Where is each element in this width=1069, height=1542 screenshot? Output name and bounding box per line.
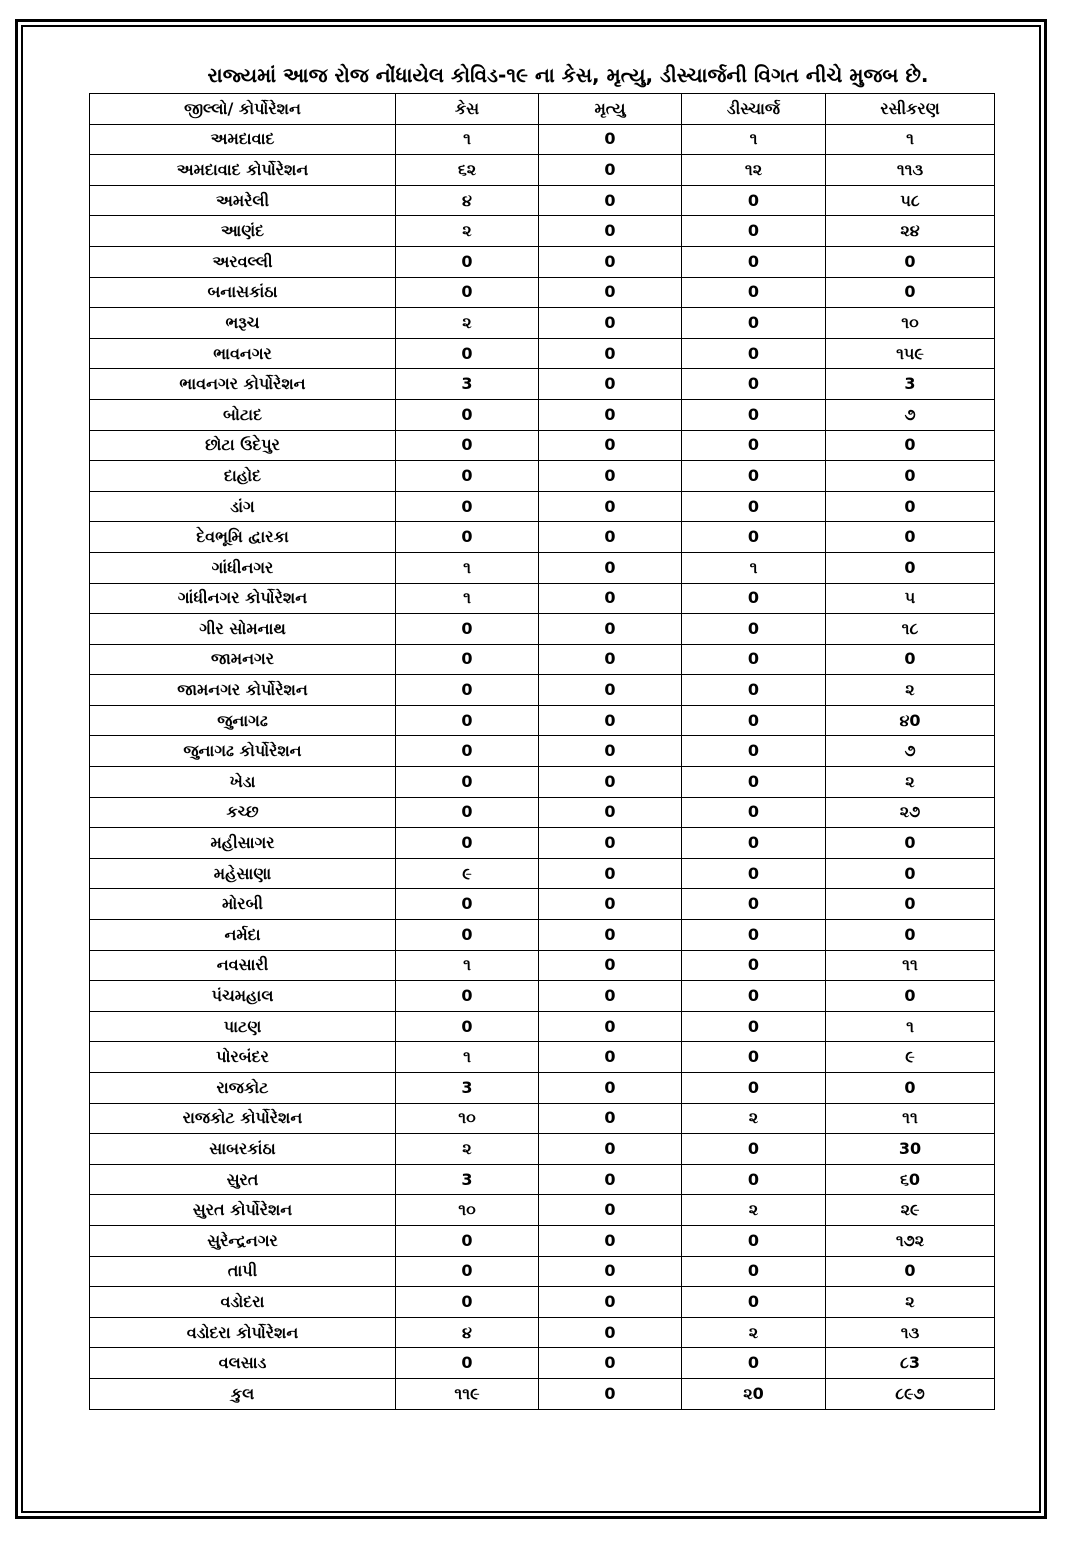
discharge-value: 0 xyxy=(682,1011,826,1042)
table-row xyxy=(90,338,995,369)
deaths-value: 0 xyxy=(539,124,682,155)
table-row xyxy=(90,308,995,339)
cases-value: ૪ xyxy=(396,185,539,216)
vaccination-value: 0 xyxy=(826,461,995,492)
vaccination-value: 0 xyxy=(826,1256,995,1287)
district-name: ગાંધીનગર કોર્પોરેશન xyxy=(90,583,396,614)
district-name: પાટણ xyxy=(90,1011,396,1042)
vaccination-value: ૧૭૨ xyxy=(826,1225,995,1256)
table-row xyxy=(90,736,995,767)
vaccination-value: ૧૫૯ xyxy=(826,338,995,369)
vaccination-value: 3 xyxy=(826,369,995,400)
vaccination-value: 0 xyxy=(826,858,995,889)
table-row xyxy=(90,614,995,645)
cases-value: 0 xyxy=(396,399,539,430)
district-name: બોટાદ xyxy=(90,399,396,430)
cases-value: 0 xyxy=(396,675,539,706)
vaccination-value: ૨ xyxy=(826,767,995,798)
deaths-value: 0 xyxy=(539,583,682,614)
district-name: અમદાવાદ xyxy=(90,124,396,155)
vaccination-value: ૪0 xyxy=(826,705,995,736)
cases-value: 0 xyxy=(396,1287,539,1318)
discharge-value: 0 xyxy=(682,614,826,645)
vaccination-value: ૨૭ xyxy=(826,797,995,828)
discharge-value: 0 xyxy=(682,858,826,889)
table-row xyxy=(90,369,995,400)
report-heading: રાજ્યમાં આજ રોજ નોંધાયેલ કોવિડ-૧૯ ના કેસ, મૃત્યુ, ડીસ્ચાર્જની વિગત નીચે મુજબ છે. xyxy=(207,63,929,87)
cases-value: 0 xyxy=(396,920,539,951)
vaccination-value: 0 xyxy=(826,277,995,308)
cases-value: 0 xyxy=(396,246,539,277)
district-name: કચ્છ xyxy=(90,797,396,828)
discharge-value: 0 xyxy=(682,246,826,277)
table-row xyxy=(90,246,995,277)
district-name: મોરબી xyxy=(90,889,396,920)
district-name: જુનાગઢ xyxy=(90,705,396,736)
discharge-value: 0 xyxy=(682,583,826,614)
cases-value: ૯ xyxy=(396,858,539,889)
district-name: દેવભૂમિ દ્વારકા xyxy=(90,522,396,553)
cases-value: 0 xyxy=(396,644,539,675)
cases-value: 0 xyxy=(396,736,539,767)
cases-value: ૨ xyxy=(396,216,539,247)
district-name: જામનગર xyxy=(90,644,396,675)
table-row xyxy=(90,644,995,675)
discharge-value: 0 xyxy=(682,644,826,675)
cases-value: 3 xyxy=(396,1073,539,1104)
deaths-value: 0 xyxy=(539,1195,682,1226)
district-name: રાજકોટ xyxy=(90,1073,396,1104)
deaths-value: 0 xyxy=(539,797,682,828)
vaccination-value: ૧૮ xyxy=(826,614,995,645)
district-name: વડોદરા xyxy=(90,1287,396,1318)
cases-value: ૧૦ xyxy=(396,1103,539,1134)
district-name: છોટા ઉદેપુર xyxy=(90,430,396,461)
district-name: બનાસકાંઠા xyxy=(90,277,396,308)
header-district: જીલ્લો/ કોર્પોરેશન xyxy=(90,94,396,125)
vaccination-value: ૧૩ xyxy=(826,1317,995,1348)
cases-value: 0 xyxy=(396,767,539,798)
deaths-value: 0 xyxy=(539,308,682,339)
table-row xyxy=(90,522,995,553)
deaths-value: 0 xyxy=(539,216,682,247)
deaths-value: 0 xyxy=(539,338,682,369)
district-name: ગીર સોમનાથ xyxy=(90,614,396,645)
discharge-value: 0 xyxy=(682,1225,826,1256)
district-name: ગાંધીનગર xyxy=(90,552,396,583)
discharge-value: 0 xyxy=(682,950,826,981)
discharge-value: 0 xyxy=(682,338,826,369)
discharge-value: 0 xyxy=(682,920,826,951)
discharge-value: ૧૨ xyxy=(682,155,826,186)
discharge-value: 0 xyxy=(682,1164,826,1195)
table-row xyxy=(90,277,995,308)
discharge-value: 0 xyxy=(682,491,826,522)
table-row xyxy=(90,1134,995,1165)
discharge-value: 0 xyxy=(682,277,826,308)
discharge-value: 0 xyxy=(682,216,826,247)
discharge-value: 0 xyxy=(682,675,826,706)
cases-value: 3 xyxy=(396,369,539,400)
deaths-value: 0 xyxy=(539,705,682,736)
covid-district-table xyxy=(89,93,995,1410)
cases-value: 0 xyxy=(396,277,539,308)
district-name: વલસાડ xyxy=(90,1348,396,1379)
district-name: ભાવનગર કોર્પોરેશન xyxy=(90,369,396,400)
table-row xyxy=(90,1287,995,1318)
vaccination-value: 0 xyxy=(826,644,995,675)
discharge-value: 0 xyxy=(682,399,826,430)
deaths-value: 0 xyxy=(539,1103,682,1134)
cases-value: 0 xyxy=(396,828,539,859)
discharge-value: 0 xyxy=(682,981,826,1012)
deaths-value: 0 xyxy=(539,1011,682,1042)
vaccination-value: 0 xyxy=(826,828,995,859)
district-name: વડોદરા કોર્પોરેશન xyxy=(90,1317,396,1348)
deaths-value: 0 xyxy=(539,1256,682,1287)
district-name: ભરૂચ xyxy=(90,308,396,339)
cases-value: ૧૦ xyxy=(396,1195,539,1226)
vaccination-value: 0 xyxy=(826,246,995,277)
table-row xyxy=(90,920,995,951)
table-row xyxy=(90,185,995,216)
table-row xyxy=(90,1073,995,1104)
deaths-value: 0 xyxy=(539,369,682,400)
district-name: ખેડા xyxy=(90,767,396,798)
district-name: નવસારી xyxy=(90,950,396,981)
deaths-value: 0 xyxy=(539,889,682,920)
district-name: મહેસાણા xyxy=(90,858,396,889)
discharge-value: 0 xyxy=(682,1287,826,1318)
discharge-value: 0 xyxy=(682,705,826,736)
deaths-value: 0 xyxy=(539,461,682,492)
cases-value: 0 xyxy=(396,797,539,828)
cases-value: 0 xyxy=(396,430,539,461)
deaths-value: 0 xyxy=(539,858,682,889)
vaccination-value: ૨૪ xyxy=(826,216,995,247)
discharge-value: 0 xyxy=(682,828,826,859)
district-name: અમરેલી xyxy=(90,185,396,216)
table-row xyxy=(90,583,995,614)
table-row xyxy=(90,1256,995,1287)
deaths-value: 0 xyxy=(539,399,682,430)
deaths-value: 0 xyxy=(539,1164,682,1195)
table-row xyxy=(90,461,995,492)
district-name: અમદાવાદ કોર્પોરેશન xyxy=(90,155,396,186)
discharge-value: ૨0 xyxy=(682,1378,826,1409)
cases-value: ૨ xyxy=(396,1134,539,1165)
table-row xyxy=(90,1103,995,1134)
deaths-value: 0 xyxy=(539,1348,682,1379)
district-name: સુરત કોર્પોરેશન xyxy=(90,1195,396,1226)
vaccination-value: ૨૯ xyxy=(826,1195,995,1226)
deaths-value: 0 xyxy=(539,1073,682,1104)
deaths-value: 0 xyxy=(539,828,682,859)
cases-value: ૧ xyxy=(396,124,539,155)
vaccination-value: ૧ xyxy=(826,124,995,155)
cases-value: 0 xyxy=(396,705,539,736)
district-name: જુનાગઢ કોર્પોરેશન xyxy=(90,736,396,767)
district-name: મહીસાગર xyxy=(90,828,396,859)
cases-value: ૧ xyxy=(396,552,539,583)
cases-value: ૪ xyxy=(396,1317,539,1348)
cases-value: 0 xyxy=(396,1225,539,1256)
discharge-value: ૧ xyxy=(682,124,826,155)
district-name: અરવલ્લી xyxy=(90,246,396,277)
discharge-value: 0 xyxy=(682,369,826,400)
vaccination-value: ૨ xyxy=(826,675,995,706)
district-name: પંચમહાલ xyxy=(90,981,396,1012)
table-row xyxy=(90,399,995,430)
table-body xyxy=(90,124,995,1409)
total-row xyxy=(90,1378,995,1409)
vaccination-value: 30 xyxy=(826,1134,995,1165)
deaths-value: 0 xyxy=(539,1287,682,1318)
district-name: નર્મદા xyxy=(90,920,396,951)
vaccination-value: ૯ xyxy=(826,1042,995,1073)
vaccination-value: 0 xyxy=(826,981,995,1012)
deaths-value: 0 xyxy=(539,644,682,675)
deaths-value: 0 xyxy=(539,491,682,522)
deaths-value: 0 xyxy=(539,1225,682,1256)
deaths-value: 0 xyxy=(539,920,682,951)
deaths-value: 0 xyxy=(539,155,682,186)
cases-value: 0 xyxy=(396,338,539,369)
deaths-value: 0 xyxy=(539,950,682,981)
discharge-value: 0 xyxy=(682,736,826,767)
table-row xyxy=(90,124,995,155)
district-name: જામનગર કોર્પોરેશન xyxy=(90,675,396,706)
vaccination-value: 0 xyxy=(826,920,995,951)
deaths-value: 0 xyxy=(539,185,682,216)
district-name: સુરત xyxy=(90,1164,396,1195)
table-row xyxy=(90,767,995,798)
discharge-value: 0 xyxy=(682,430,826,461)
cases-value: ૬૨ xyxy=(396,155,539,186)
table-row xyxy=(90,1195,995,1226)
cases-value: 0 xyxy=(396,889,539,920)
table-row xyxy=(90,828,995,859)
deaths-value: 0 xyxy=(539,1134,682,1165)
deaths-value: 0 xyxy=(539,522,682,553)
cases-value: 0 xyxy=(396,522,539,553)
vaccination-value: ૧૦ xyxy=(826,308,995,339)
cases-value: ૨ xyxy=(396,308,539,339)
discharge-value: 0 xyxy=(682,1256,826,1287)
vaccination-value: ૬0 xyxy=(826,1164,995,1195)
table-row xyxy=(90,216,995,247)
deaths-value: 0 xyxy=(539,246,682,277)
deaths-value: 0 xyxy=(539,981,682,1012)
vaccination-value: ૫ xyxy=(826,583,995,614)
table-row xyxy=(90,1164,995,1195)
deaths-value: 0 xyxy=(539,1042,682,1073)
table-row xyxy=(90,675,995,706)
deaths-value: 0 xyxy=(539,675,682,706)
vaccination-value: ૧૧ xyxy=(826,950,995,981)
header-deaths: મૃત્યુ xyxy=(539,94,682,125)
discharge-value: 0 xyxy=(682,522,826,553)
vaccination-value: ૭ xyxy=(826,736,995,767)
vaccination-value: ૮3 xyxy=(826,1348,995,1379)
table-row xyxy=(90,1317,995,1348)
cases-value: 0 xyxy=(396,1348,539,1379)
discharge-value: ૧ xyxy=(682,552,826,583)
deaths-value: 0 xyxy=(539,277,682,308)
district-name: ડાંગ xyxy=(90,491,396,522)
district-name: તાપી xyxy=(90,1256,396,1287)
district-name: સાબરકાંઠા xyxy=(90,1134,396,1165)
table-row xyxy=(90,950,995,981)
cases-value: ૧ xyxy=(396,950,539,981)
deaths-value: 0 xyxy=(539,614,682,645)
table-row xyxy=(90,1225,995,1256)
discharge-value: 0 xyxy=(682,767,826,798)
cases-value: 0 xyxy=(396,614,539,645)
discharge-value: 0 xyxy=(682,1073,826,1104)
table-row xyxy=(90,705,995,736)
district-name: સુરેન્દ્રનગર xyxy=(90,1225,396,1256)
table-row xyxy=(90,491,995,522)
vaccination-value: 0 xyxy=(826,491,995,522)
discharge-value: ૨ xyxy=(682,1195,826,1226)
vaccination-value: ૨ xyxy=(826,1287,995,1318)
cases-value: 0 xyxy=(396,461,539,492)
discharge-value: 0 xyxy=(682,797,826,828)
header-discharge: ડીસ્ચાર્જ xyxy=(682,94,826,125)
cases-value: 3 xyxy=(396,1164,539,1195)
vaccination-value: ૧ xyxy=(826,1011,995,1042)
deaths-value: 0 xyxy=(539,430,682,461)
header-vaccination: રસીકરણ xyxy=(826,94,995,125)
table-row xyxy=(90,1011,995,1042)
table-row xyxy=(90,1042,995,1073)
vaccination-value: 0 xyxy=(826,1073,995,1104)
discharge-value: 0 xyxy=(682,889,826,920)
district-name: કુલ xyxy=(90,1378,396,1409)
table-row xyxy=(90,155,995,186)
vaccination-value: ૭ xyxy=(826,399,995,430)
district-name: દાહોદ xyxy=(90,461,396,492)
cases-value: ૧ xyxy=(396,583,539,614)
vaccination-value: 0 xyxy=(826,522,995,553)
vaccination-value: ૮૯૭ xyxy=(826,1378,995,1409)
deaths-value: 0 xyxy=(539,736,682,767)
discharge-value: 0 xyxy=(682,185,826,216)
table-row xyxy=(90,858,995,889)
district-name: પોરબંદર xyxy=(90,1042,396,1073)
discharge-value: 0 xyxy=(682,308,826,339)
table-row xyxy=(90,981,995,1012)
vaccination-value: ૧૧૩ xyxy=(826,155,995,186)
district-name: રાજકોટ કોર્પોરેશન xyxy=(90,1103,396,1134)
deaths-value: 0 xyxy=(539,1317,682,1348)
vaccination-value: ૧૧ xyxy=(826,1103,995,1134)
table-row xyxy=(90,797,995,828)
deaths-value: 0 xyxy=(539,767,682,798)
cases-value: 0 xyxy=(396,1011,539,1042)
discharge-value: 0 xyxy=(682,1042,826,1073)
deaths-value: 0 xyxy=(539,1378,682,1409)
district-name: આણંદ xyxy=(90,216,396,247)
discharge-value: 0 xyxy=(682,1348,826,1379)
discharge-value: ૨ xyxy=(682,1317,826,1348)
discharge-value: 0 xyxy=(682,461,826,492)
deaths-value: 0 xyxy=(539,552,682,583)
cases-value: 0 xyxy=(396,981,539,1012)
discharge-value: ૨ xyxy=(682,1103,826,1134)
table-row xyxy=(90,552,995,583)
vaccination-value: 0 xyxy=(826,430,995,461)
table-row xyxy=(90,430,995,461)
cases-value: 0 xyxy=(396,1256,539,1287)
cases-value: ૧૧૯ xyxy=(396,1378,539,1409)
cases-value: 0 xyxy=(396,491,539,522)
discharge-value: 0 xyxy=(682,1134,826,1165)
vaccination-value: 0 xyxy=(826,889,995,920)
district-name: ભાવનગર xyxy=(90,338,396,369)
table-row xyxy=(90,1348,995,1379)
table-row xyxy=(90,889,995,920)
vaccination-value: 0 xyxy=(826,552,995,583)
header-cases: કેસ xyxy=(396,94,539,125)
cases-value: ૧ xyxy=(396,1042,539,1073)
table-header-row xyxy=(90,94,995,125)
vaccination-value: ૫૮ xyxy=(826,185,995,216)
